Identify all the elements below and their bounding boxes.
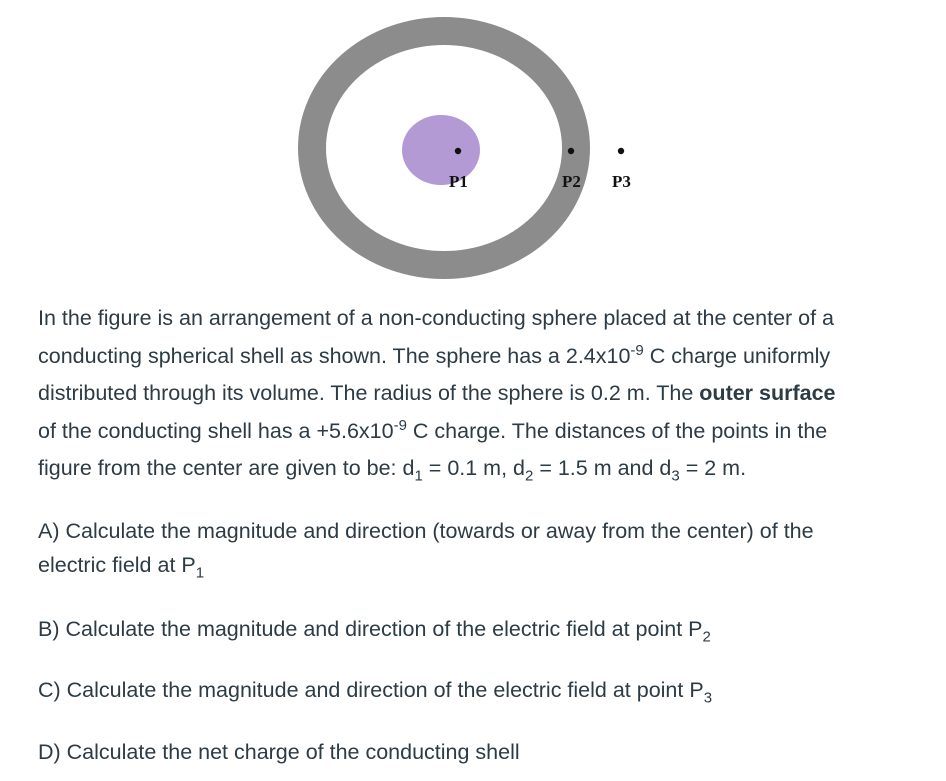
intro-line-4: of the conducting shell has $a +5.6x10^{-9}$ C charge. The distances of the points in the <box>38 416 828 443</box>
intro-line-1: In the figure is an arrangement of a non-conducting sphere placed at the center of a <box>38 306 835 330</box>
label-p3: P3 <box>612 172 631 191</box>
intro-line-2: conducting spherical shell as shown. The sphere has a $2.4x10^{-9}$ C charge uniformly <box>38 341 831 368</box>
point-p2-dot <box>568 148 574 154</box>
point-p3-dot <box>618 148 624 154</box>
outer-surface-emphasis: outer surface <box>699 381 836 405</box>
shell-sphere-figure <box>0 0 946 300</box>
question-b: B) Calculate the magnitude and direction of the electric field at point $P_2$ <box>38 617 711 646</box>
point-p1-dot <box>455 148 461 154</box>
intro-line-5: figure from the center are given to be: $d_1 = 0.1$ m, $d_2 = 1.5$ m and $d_3 = 2$ m. <box>38 456 747 485</box>
question-a-line-2: electric field at $P_1$ <box>38 553 205 582</box>
intro-line-3: distributed through its volume. The radius of the sphere is 0.2 m. The outer surface <box>38 381 836 405</box>
question-a-line-1: A) Calculate the magnitude and direction (towards or away from the center) of the <box>38 519 814 543</box>
non-conducting-sphere <box>402 115 480 185</box>
label-p1: P1 <box>449 172 468 191</box>
question-a <box>38 514 938 582</box>
label-p2: P2 <box>562 172 581 191</box>
question-d: D) Calculate the net charge of the conducting shell <box>38 740 520 764</box>
problem-intro <box>38 300 938 488</box>
question-c: C) Calculate the magnitude and direction of the electric field at point $P_3$ <box>38 678 713 707</box>
